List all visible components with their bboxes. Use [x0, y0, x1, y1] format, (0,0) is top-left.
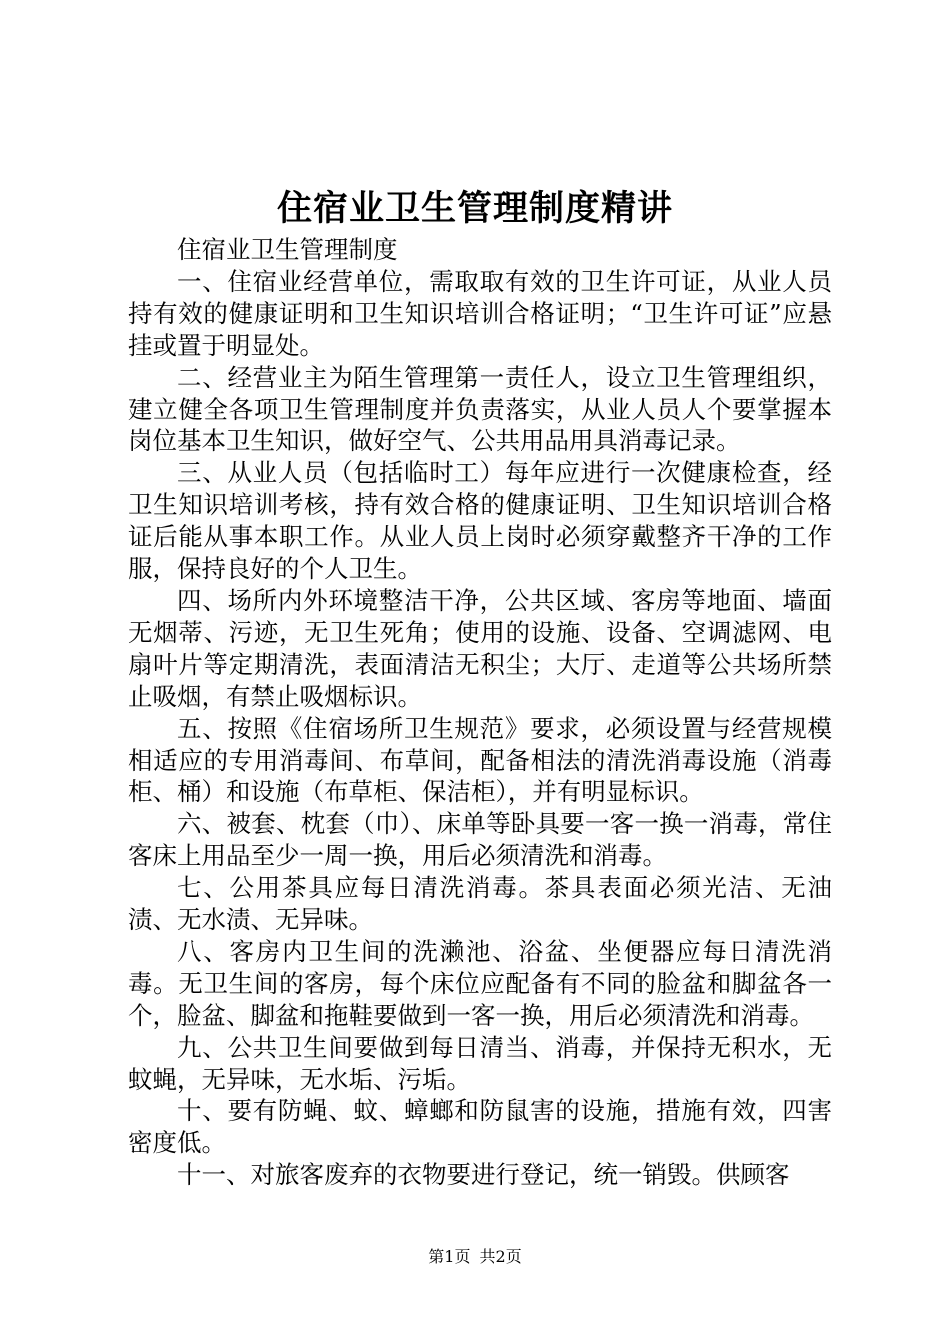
page-footer	[0, 1246, 950, 1268]
paragraph-heading: 住宿业卫生管理制度	[177, 235, 398, 264]
paragraph: 一、住宿业经营单位，需取取有效的卫生许可证，从业人员持有效的健康证明和卫生知识培训合格证明；“卫生许可证”应悬挂或置于明显处。	[128, 266, 832, 360]
paragraph: 五、按照《住宿场所卫生规范》要求，必须设置与经营规模相适应的专用消毒间、布草间，配备相法的清洗消毒设施（消毒柜、桶）和设施（布草柜、保洁柜），并有明显标识。	[128, 713, 832, 807]
document-body	[128, 234, 832, 1191]
paragraph: 六、被套、枕套（巾）、床单等卧具要一客一换一消毒，常住客床上用品至少一周一换，用后必须清洗和消毒。	[128, 809, 832, 871]
paragraph: 十一、对旅客废弃的衣物要进行登记，统一销毁。供顾客	[177, 1160, 790, 1190]
page-number: 第1页	[428, 1247, 471, 1266]
paragraph: 三、从业人员（包括临时工）每年应进行一次健康检查，经卫生知识培训考核，持有效合格的健康证明、卫生知识培训合格证后能从事本职工作。从业人员上岗时必须穿戴整齐干净的工作服，保持良好的个人卫生。	[128, 458, 832, 584]
page-total: 共2页	[479, 1247, 522, 1266]
paragraph: 十、要有防蝇、蚊、蟑螂和防鼠害的设施，措施有效，四害密度低。	[128, 1096, 832, 1158]
paragraph: 九、公共卫生间要做到每日清当、消毒，并保持无积水，无蚊蝇，无异味，无水垢、污垢。	[128, 1032, 832, 1094]
paragraph: 八、客房内卫生间的洗濑池、浴盆、坐便器应每日清洗消毒。无卫生间的客房，每个床位应配备有不同的脸盆和脚盆各一个，脸盆、脚盆和拖鞋要做到一客一换，用后必须清洗和消毒。	[128, 936, 832, 1030]
document-title: 住宿业卫生管理制度精讲	[276, 188, 673, 229]
paragraph: 七、公用茶具应每日清洗消毒。茶具表面必须光洁、无油渍、无水渍、无异味。	[128, 873, 832, 935]
paragraph: 二、经营业主为陌生管理第一责任人，设立卫生管理组织，建立健全各项卫生管理制度并负责落实，从业人员人个要掌握本岗位基本卫生知识，做好空气、公共用品用具消毒记录。	[128, 362, 832, 456]
paragraph: 四、场所内外环境整洁干净，公共区域、客房等地面、墙面无烟蒂、污迹，无卫生死角；使用的设施、设备、空调滤网、电扇叶片等定期清洗，表面清洁无积尘；大厅、走道等公共场所禁止吸烟，有禁止吸烟标识。	[128, 585, 832, 711]
